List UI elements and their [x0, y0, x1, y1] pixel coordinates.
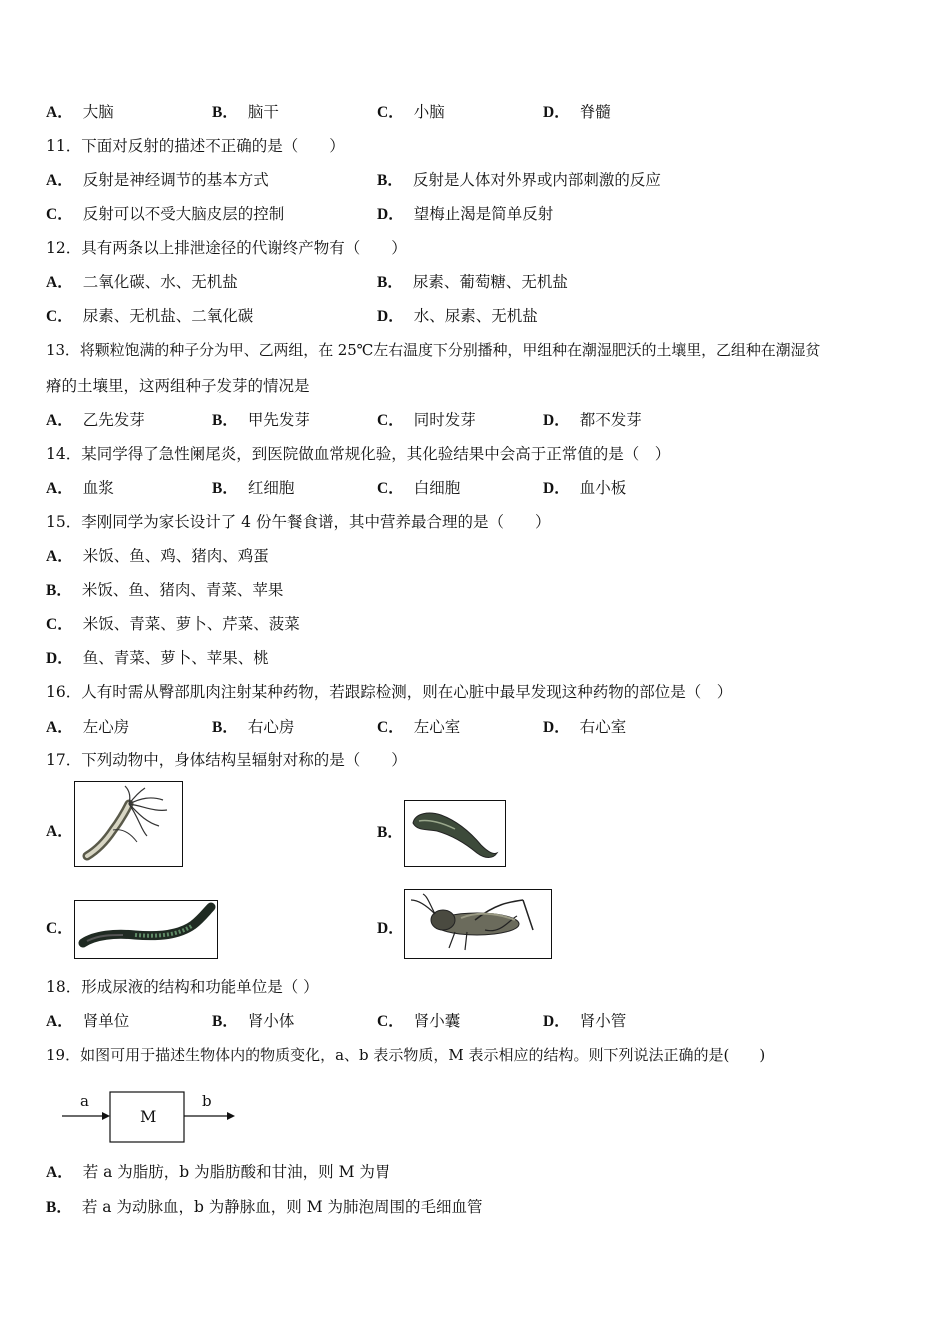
option-label: B． — [212, 104, 238, 121]
option-label: A． — [46, 480, 73, 497]
output-label: b — [202, 1092, 212, 1110]
q11-option-b — [377, 170, 661, 191]
option-text: 水、尿素、无机盐 — [413, 307, 538, 325]
q15-option-b — [46, 580, 283, 601]
option-label: C． — [46, 308, 73, 325]
output-arrowhead-icon — [227, 1112, 235, 1120]
option-text: 若 a 为动脉血，b 为静脉血，则 M 为肺泡周围的毛细血管 — [81, 1198, 483, 1216]
option-label: B． — [46, 582, 72, 599]
q16-option-a — [46, 717, 129, 738]
q14-stem: 14．某同学得了急性阑尾炎，到医院做血常规化验，其化验结果中会高于正常值的是（ ） — [46, 445, 671, 463]
q15-option-c — [46, 614, 300, 635]
q18-option-a — [46, 1011, 129, 1032]
option-label: A． — [46, 1013, 73, 1030]
option-label: D． — [377, 308, 404, 325]
q17-stem: 17．下列动物中，身体结构呈辐射对称的是（ ） — [46, 751, 407, 769]
option-text: 红细胞 — [247, 479, 295, 497]
q12-stem: 12．具有两条以上排泄途径的代谢终产物有（ ） — [46, 239, 407, 257]
option-label: D． — [543, 412, 570, 429]
option-text: 左心房 — [82, 718, 130, 736]
option-label: B． — [212, 412, 238, 429]
option-label: A． — [46, 172, 73, 189]
option-label: B． — [377, 824, 403, 841]
option-label: D． — [377, 206, 404, 223]
q18-option-d — [543, 1011, 626, 1032]
option-label: C． — [46, 616, 73, 633]
q11-option-a — [46, 170, 269, 191]
option-label: C． — [377, 104, 404, 121]
option-text: 血浆 — [82, 479, 114, 497]
option-text: 尿素、无机盐、二氧化碳 — [82, 307, 254, 325]
option-text: 米饭、青菜、萝卜、芹菜、菠菜 — [82, 615, 300, 633]
option-label: A． — [46, 104, 73, 121]
option-label: C． — [377, 480, 404, 497]
q12-option-c — [46, 306, 253, 327]
option-text: 若 a 为脂肪，b 为脂肪酸和甘油，则 M 为胃 — [82, 1163, 391, 1181]
option-label: D． — [543, 104, 570, 121]
option-text: 小脑 — [413, 103, 445, 121]
q12-option-d — [377, 306, 538, 327]
q18-option-b — [212, 1011, 294, 1032]
option-label: C． — [377, 719, 404, 736]
q15-stem: 15．李刚同学为家长设计了 4 份午餐食谱，其中营养最合理的是（ ） — [46, 513, 551, 531]
q15-option-a — [46, 546, 269, 567]
option-text: 望梅止渴是简单反射 — [413, 205, 554, 223]
option-label: C． — [46, 920, 73, 937]
option-label: B． — [212, 719, 238, 736]
option-label: B． — [46, 1199, 72, 1216]
option-label: C． — [377, 1013, 404, 1030]
q16-option-c — [377, 717, 460, 738]
option-text: 脊髓 — [579, 103, 611, 121]
earthworm-icon — [74, 900, 218, 959]
planarian-icon — [404, 800, 506, 867]
hydra-icon — [74, 781, 183, 867]
q13-stem-line2: 瘠的土壤里，这两组种子发芽的情况是 — [46, 377, 310, 395]
q18-option-c — [377, 1011, 460, 1032]
option-text: 同时发芽 — [413, 411, 476, 429]
option-label: B． — [212, 1013, 238, 1030]
q10-option-d — [543, 102, 611, 123]
q13-option-c — [377, 410, 476, 431]
option-label: D． — [543, 719, 570, 736]
option-label: D． — [46, 650, 73, 667]
option-text: 尿素、葡萄糖、无机盐 — [412, 273, 568, 291]
q14-option-d — [543, 478, 626, 499]
option-text: 甲先发芽 — [247, 411, 310, 429]
q10-option-b — [212, 102, 279, 123]
q14-option-a — [46, 478, 114, 499]
option-text: 都不发芽 — [579, 411, 642, 429]
option-label: A． — [46, 412, 73, 429]
q13-stem-line1: 13．将颗粒饱满的种子分为甲、乙两组，在 25℃左右温度下分别播种，甲组种在潮湿肥沃的土壤里，乙组种在潮湿贫 — [46, 341, 821, 359]
option-label: D． — [543, 480, 570, 497]
option-text: 肾小体 — [247, 1012, 295, 1030]
option-label: B． — [377, 274, 403, 291]
option-label: A． — [46, 823, 73, 840]
option-label: D． — [377, 920, 404, 937]
q14-option-c — [377, 478, 460, 499]
option-text: 米饭、鱼、鸡、猪肉、鸡蛋 — [82, 547, 269, 565]
option-text: 肾小囊 — [413, 1012, 461, 1030]
q16-stem: 16．人有时需从臀部肌肉注射某种药物，若跟踪检测，则在心脏中最早发现这种药物的部位是（ ） — [46, 683, 733, 701]
option-label: C． — [377, 412, 404, 429]
box-label: M — [140, 1107, 157, 1126]
input-arrowhead-icon — [102, 1112, 110, 1120]
option-text: 鱼、青菜、萝卜、苹果、桃 — [82, 649, 269, 667]
q13-option-a — [46, 410, 145, 431]
option-text: 血小板 — [579, 479, 627, 497]
q18-stem: 18．形成尿液的结构和功能单位是（ ） — [46, 978, 319, 996]
option-label: D． — [543, 1013, 570, 1030]
option-label: A． — [46, 719, 73, 736]
option-text: 左心室 — [413, 718, 461, 736]
option-text: 米饭、鱼、猪肉、青菜、苹果 — [81, 581, 284, 599]
q16-option-d — [543, 717, 626, 738]
option-text: 脑干 — [247, 103, 279, 121]
q10-option-c — [377, 102, 445, 123]
option-text: 二氧化碳、水、无机盐 — [82, 273, 238, 291]
option-label: C． — [46, 206, 73, 223]
q12-option-a — [46, 272, 238, 293]
q14-option-b — [212, 478, 294, 499]
option-text: 大脑 — [82, 103, 114, 121]
q19-option-a — [46, 1162, 390, 1183]
option-text: 反射可以不受大脑皮层的控制 — [82, 205, 285, 223]
option-label: A． — [46, 1164, 73, 1181]
q10-option-a — [46, 102, 114, 123]
q11-option-d — [377, 204, 553, 225]
option-label: A． — [46, 548, 73, 565]
option-text: 右心室 — [579, 718, 627, 736]
input-label: a — [80, 1092, 89, 1110]
option-text: 白细胞 — [413, 479, 461, 497]
option-text: 反射是人体对外界或内部刺激的反应 — [412, 171, 661, 189]
option-label: B． — [377, 172, 403, 189]
option-label: A． — [46, 274, 73, 291]
q15-option-d — [46, 648, 269, 669]
option-label: B． — [212, 480, 238, 497]
q11-stem: 11．下面对反射的描述不正确的是（ ） — [46, 137, 345, 155]
option-text: 乙先发芽 — [82, 411, 145, 429]
option-text: 右心房 — [247, 718, 295, 736]
q12-option-b — [377, 272, 568, 293]
option-text: 反射是神经调节的基本方式 — [82, 171, 269, 189]
option-text: 肾小管 — [579, 1012, 627, 1030]
q16-option-b — [212, 717, 294, 738]
q13-option-d — [543, 410, 642, 431]
q13-option-b — [212, 410, 310, 431]
process-diagram — [60, 1090, 240, 1146]
option-text: 肾单位 — [82, 1012, 130, 1030]
q19-stem: 19．如图可用于描述生物体内的物质变化，a、b 表示物质，M 表示相应的结构。则下列说法正确的是( ) — [46, 1046, 766, 1064]
grasshopper-icon — [404, 889, 552, 959]
q19-option-b — [46, 1197, 483, 1218]
q11-option-c — [46, 204, 284, 225]
